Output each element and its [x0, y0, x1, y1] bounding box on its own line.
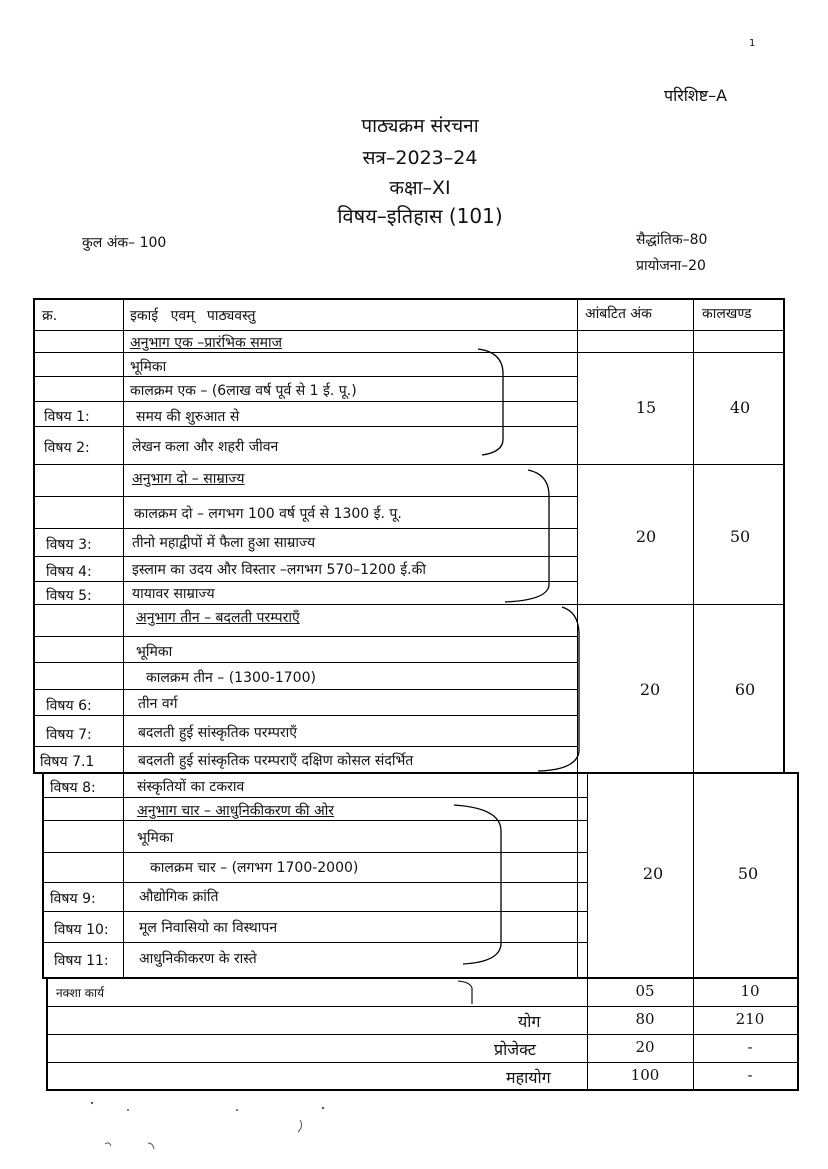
title-curriculum-structure: पाठ्यक्रम संरचना	[361, 115, 479, 137]
section-4-marks: 20	[642, 864, 664, 883]
section-rule	[33, 464, 784, 465]
header-marks: आंबटित अंक	[585, 306, 652, 322]
table-border-left	[33, 298, 35, 772]
table-border-bottom	[46, 1089, 799, 1091]
section-3-marks: 20	[639, 680, 661, 699]
summary-rule	[46, 1006, 799, 1007]
summary-rule	[46, 1034, 799, 1035]
section-4-title: अनुभाग चार – आधुनिकीकरण की ओर	[137, 803, 335, 819]
summary-rule	[46, 1062, 799, 1063]
row-rule	[42, 852, 587, 853]
col-divider-unit	[577, 298, 578, 978]
section-2-title: अनुभाग दो – साम्राज्य	[132, 471, 245, 487]
section-1-intro: भूमिका	[130, 359, 167, 375]
col-divider-unit-lower	[587, 772, 588, 1090]
appendix-label: परिशिष्ट–A	[664, 86, 728, 105]
section-2-marks: 20	[635, 527, 657, 546]
row-rule	[42, 942, 587, 943]
brace-map-work	[458, 981, 472, 1004]
topic-number: विषय 10:	[54, 922, 109, 938]
row-rule	[33, 689, 578, 690]
table-border-top	[33, 298, 784, 300]
topic-number: विषय 7.1	[40, 754, 95, 770]
section-2-period: 50	[729, 527, 751, 546]
topic-number: विषय 11:	[54, 953, 109, 969]
section-rule	[42, 977, 799, 979]
topic-title: बदलती हुई सांस्कृतिक परम्पराएँ दक्षिण कोसल संदर्भित	[138, 753, 414, 769]
topic-title: समय की शुरुआत से	[136, 409, 240, 425]
topic-title: तीन वर्ग	[138, 696, 178, 712]
grand-total-label: महायोग	[506, 1068, 551, 1087]
topic-title: आधुनिकीकरण के रास्ते	[139, 951, 257, 967]
header-sno: क्र.	[42, 308, 58, 324]
theory-marks: सैद्धांतिक–80	[636, 232, 708, 248]
col-divider-sno	[123, 298, 124, 978]
page-number: 1	[749, 38, 756, 49]
topic-number: विषय 1:	[44, 409, 90, 425]
title-class: कक्षा–XI	[389, 177, 451, 199]
section-1-chronology: कालक्रम एक – (6लाख वर्ष पूर्व से 1 ई. पू.)	[130, 383, 357, 399]
brace-section-1	[478, 349, 503, 455]
brace-section-2	[505, 470, 549, 602]
title-session: सत्र–2023–24	[362, 147, 478, 169]
section-rule	[33, 604, 784, 605]
row-rule	[33, 352, 784, 353]
row-rule	[33, 556, 578, 557]
row-rule	[33, 426, 578, 427]
brace-section-4	[454, 805, 501, 964]
topic-title: औद्योगिक क्रांति	[139, 889, 219, 905]
sum-total-marks: 80	[635, 1010, 655, 1028]
row-rule	[33, 496, 578, 497]
topic-title: तीनो महाद्वीपों में फैला हुआ साम्राज्य	[132, 535, 316, 551]
topic-number: विषय 9:	[50, 891, 96, 907]
topic-number: विषय 8:	[50, 780, 96, 796]
section-3-chronology: कालक्रम तीन – (1300-1700)	[146, 670, 316, 686]
section-2-chronology: कालक्रम दो – लगभग 100 वर्ष पूर्व से 1300 ई. पू.	[134, 506, 402, 522]
project-label: प्रोजेक्ट	[494, 1040, 536, 1059]
project-period-value: -	[747, 1038, 753, 1056]
sum-total-label: योग	[518, 1012, 541, 1031]
row-rule	[33, 581, 578, 582]
grand-total-marks: 100	[630, 1066, 660, 1084]
topic-title: मूल निवासियो का विस्थापन	[139, 920, 278, 936]
project-marks-value: 20	[635, 1038, 655, 1056]
row-rule	[33, 636, 578, 637]
title-subject: विषय–इतिहास (101)	[337, 204, 503, 228]
section-3-title: अनुभाग तीन – बदलती परम्पराएँ	[136, 610, 300, 626]
topic-number: विषय 3:	[46, 537, 92, 553]
section-rule	[33, 772, 799, 774]
section-4-intro: भूमिका	[137, 830, 174, 846]
topic-number: विषय 4:	[46, 564, 92, 580]
topic-title: संस्कृतियों का टकराव	[137, 779, 245, 795]
row-rule	[33, 401, 578, 402]
map-work-period: 10	[740, 982, 760, 1000]
section-1-marks: 15	[635, 398, 657, 417]
header-unit: इकाई एवम् पाठ्यवस्तु	[130, 308, 256, 324]
topic-title: बदलती हुई सांस्कृतिक परम्पराएँ	[138, 725, 298, 741]
topic-number: विषय 5:	[46, 588, 92, 604]
topic-number: विषय 6:	[46, 698, 92, 714]
section-1-period: 40	[729, 398, 751, 417]
row-rule	[42, 820, 587, 821]
topic-title: इस्लाम का उदय और विस्तार –लगभग 570–1200 ई.की	[132, 562, 426, 578]
topic-title: यायावर साम्राज्य	[132, 586, 215, 602]
row-rule	[42, 797, 587, 798]
table-border-left-lower	[42, 772, 44, 978]
sum-total-period: 210	[735, 1010, 765, 1028]
section-3-intro: भूमिका	[136, 644, 173, 660]
project-marks: प्रायोजना–20	[636, 258, 706, 274]
row-rule	[33, 528, 578, 529]
scan-specks	[0, 0, 1, 1]
topic-number: विषय 7:	[46, 727, 92, 743]
map-work-label: नक्शा कार्य	[56, 986, 105, 1000]
header-period: कालखण्ड	[702, 306, 752, 322]
section-4-period: 50	[737, 864, 759, 883]
map-work-marks: 05	[635, 982, 655, 1000]
row-rule	[33, 715, 578, 716]
section-3-period: 60	[734, 680, 756, 699]
row-rule	[33, 376, 578, 377]
topic-title: लेखन कला और शहरी जीवन	[132, 439, 279, 455]
topic-number: विषय 2:	[44, 440, 90, 456]
total-marks: कुल अंक– 100	[82, 235, 167, 251]
section-1-title: अनुभाग एक –प्रारंभिक समाज	[130, 335, 283, 351]
grand-total-period: -	[747, 1066, 753, 1084]
row-rule	[42, 882, 587, 883]
row-rule	[42, 911, 587, 912]
section-4-chronology: कालक्रम चार – (लगभग 1700-2000)	[150, 860, 359, 876]
row-rule	[33, 662, 578, 663]
header-rule	[33, 330, 784, 331]
row-rule	[33, 746, 578, 747]
